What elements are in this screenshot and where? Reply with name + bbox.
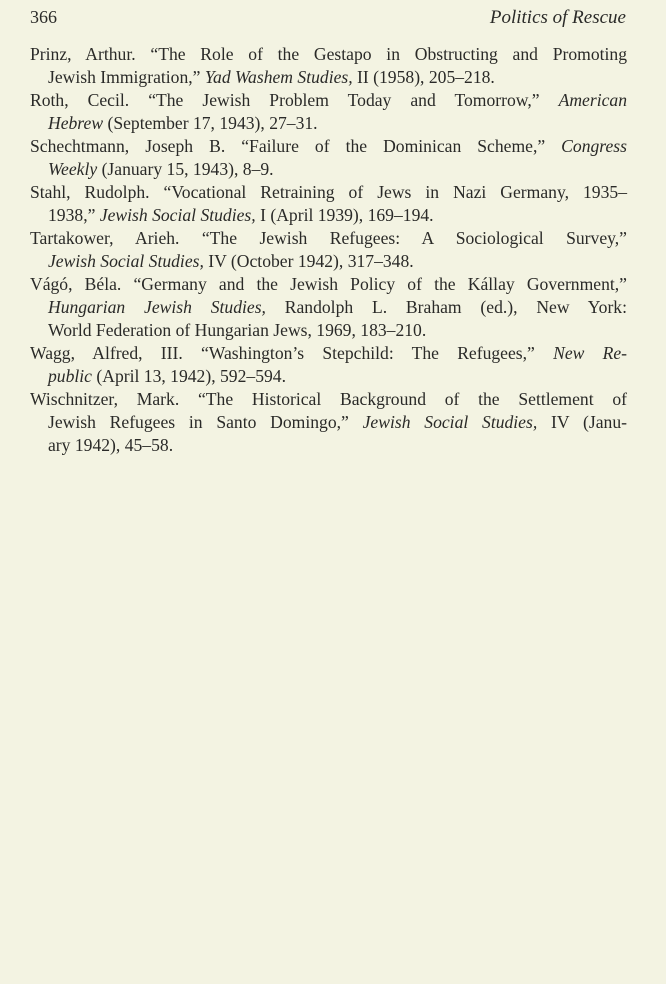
entry-text: (September 17, 1943), 27–31. xyxy=(103,113,318,133)
running-title: Politics of Rescue xyxy=(489,7,626,28)
entry-text: Wischnitzer, Mark. “The Historical Background of the Settlement of xyxy=(30,389,627,409)
bibliography-entry xyxy=(30,388,627,457)
entry-line xyxy=(30,43,627,66)
running-header xyxy=(30,7,626,31)
entry-line xyxy=(30,181,627,204)
entry-text: Randolph L. Braham (ed.), New York: xyxy=(265,297,627,317)
bibliography-entry xyxy=(30,227,627,273)
entry-text: I (April 1939), 169–194. xyxy=(255,205,434,225)
entry-line xyxy=(30,434,627,457)
publication-title: Yad Washem Studies, xyxy=(204,67,353,87)
entry-text: Vágó, Béla. “Germany and the Jewish Policy of the Kállay Government,” xyxy=(30,274,627,294)
entry-line xyxy=(30,365,627,388)
entry-text: Tartakower, Arieh. “The Jewish Refugees: A Sociological Survey,” xyxy=(30,228,627,248)
entry-text: Roth, Cecil. “The Jewish Problem Today and Tomorrow,” xyxy=(30,90,559,110)
entry-text: Prinz, Arthur. “The Role of the Gestapo in Obstructing and Promoting xyxy=(30,44,627,64)
entry-text: Wagg, Alfred, III. “Washington’s Stepchild: The Refugees,” xyxy=(30,343,554,363)
entry-line xyxy=(30,388,627,411)
entry-text: (January 15, 1943), 8–9. xyxy=(97,159,274,179)
entry-line xyxy=(30,89,627,112)
bibliography-list xyxy=(30,43,627,457)
publication-title: Jewish Social Studies, xyxy=(48,251,204,271)
entry-line xyxy=(30,135,627,158)
publication-title: Hungarian Jewish Studies, xyxy=(48,297,266,317)
entry-line xyxy=(30,342,627,365)
entry-text: World Federation of Hungarian Jews, 1969, 183–210. xyxy=(48,320,427,340)
entry-text: Jewish Immigration,” xyxy=(48,67,205,87)
publication-title: Congress xyxy=(561,136,627,156)
entry-text: II (1958), 205–218. xyxy=(352,67,495,87)
bibliography-entry xyxy=(30,342,627,388)
publication-title: American xyxy=(558,90,627,110)
entry-text: IV (Janu- xyxy=(537,412,627,432)
publication-title: Jewish Social Studies, xyxy=(362,412,538,432)
bibliography-entry xyxy=(30,43,627,89)
entry-text: 1938,” xyxy=(48,205,100,225)
entry-text: Schechtmann, Joseph B. “Failure of the Dominican Scheme,” xyxy=(30,136,562,156)
entry-line xyxy=(30,158,627,181)
entry-text: Jewish Refugees in Santo Domingo,” xyxy=(48,412,363,432)
page-number: 366 xyxy=(30,7,57,27)
entry-line xyxy=(30,319,627,342)
bibliography-entry xyxy=(30,135,627,181)
entry-text: ary 1942), 45–58. xyxy=(48,435,174,455)
entry-line xyxy=(30,411,627,434)
entry-line xyxy=(30,204,627,227)
entry-line xyxy=(30,296,627,319)
bibliography-entry xyxy=(30,273,627,342)
entry-line xyxy=(30,250,627,273)
bibliography-entry xyxy=(30,181,627,227)
entry-text: (April 13, 1942), 592–594. xyxy=(91,366,286,386)
entry-line xyxy=(30,227,627,250)
publication-title: Jewish Social Studies, xyxy=(99,205,256,225)
publication-title: public xyxy=(48,366,92,386)
publication-title: Weekly xyxy=(48,159,98,179)
entry-text: Stahl, Rudolph. “Vocational Retraining of Jews in Nazi Germany, 1935– xyxy=(30,182,627,202)
publication-title: New Re- xyxy=(553,343,628,363)
bibliography-entry xyxy=(30,89,627,135)
entry-line xyxy=(30,112,627,135)
publication-title: Hebrew xyxy=(48,113,104,133)
entry-line xyxy=(30,273,627,296)
entry-text: IV (October 1942), 317–348. xyxy=(203,251,414,271)
entry-line xyxy=(30,66,627,89)
